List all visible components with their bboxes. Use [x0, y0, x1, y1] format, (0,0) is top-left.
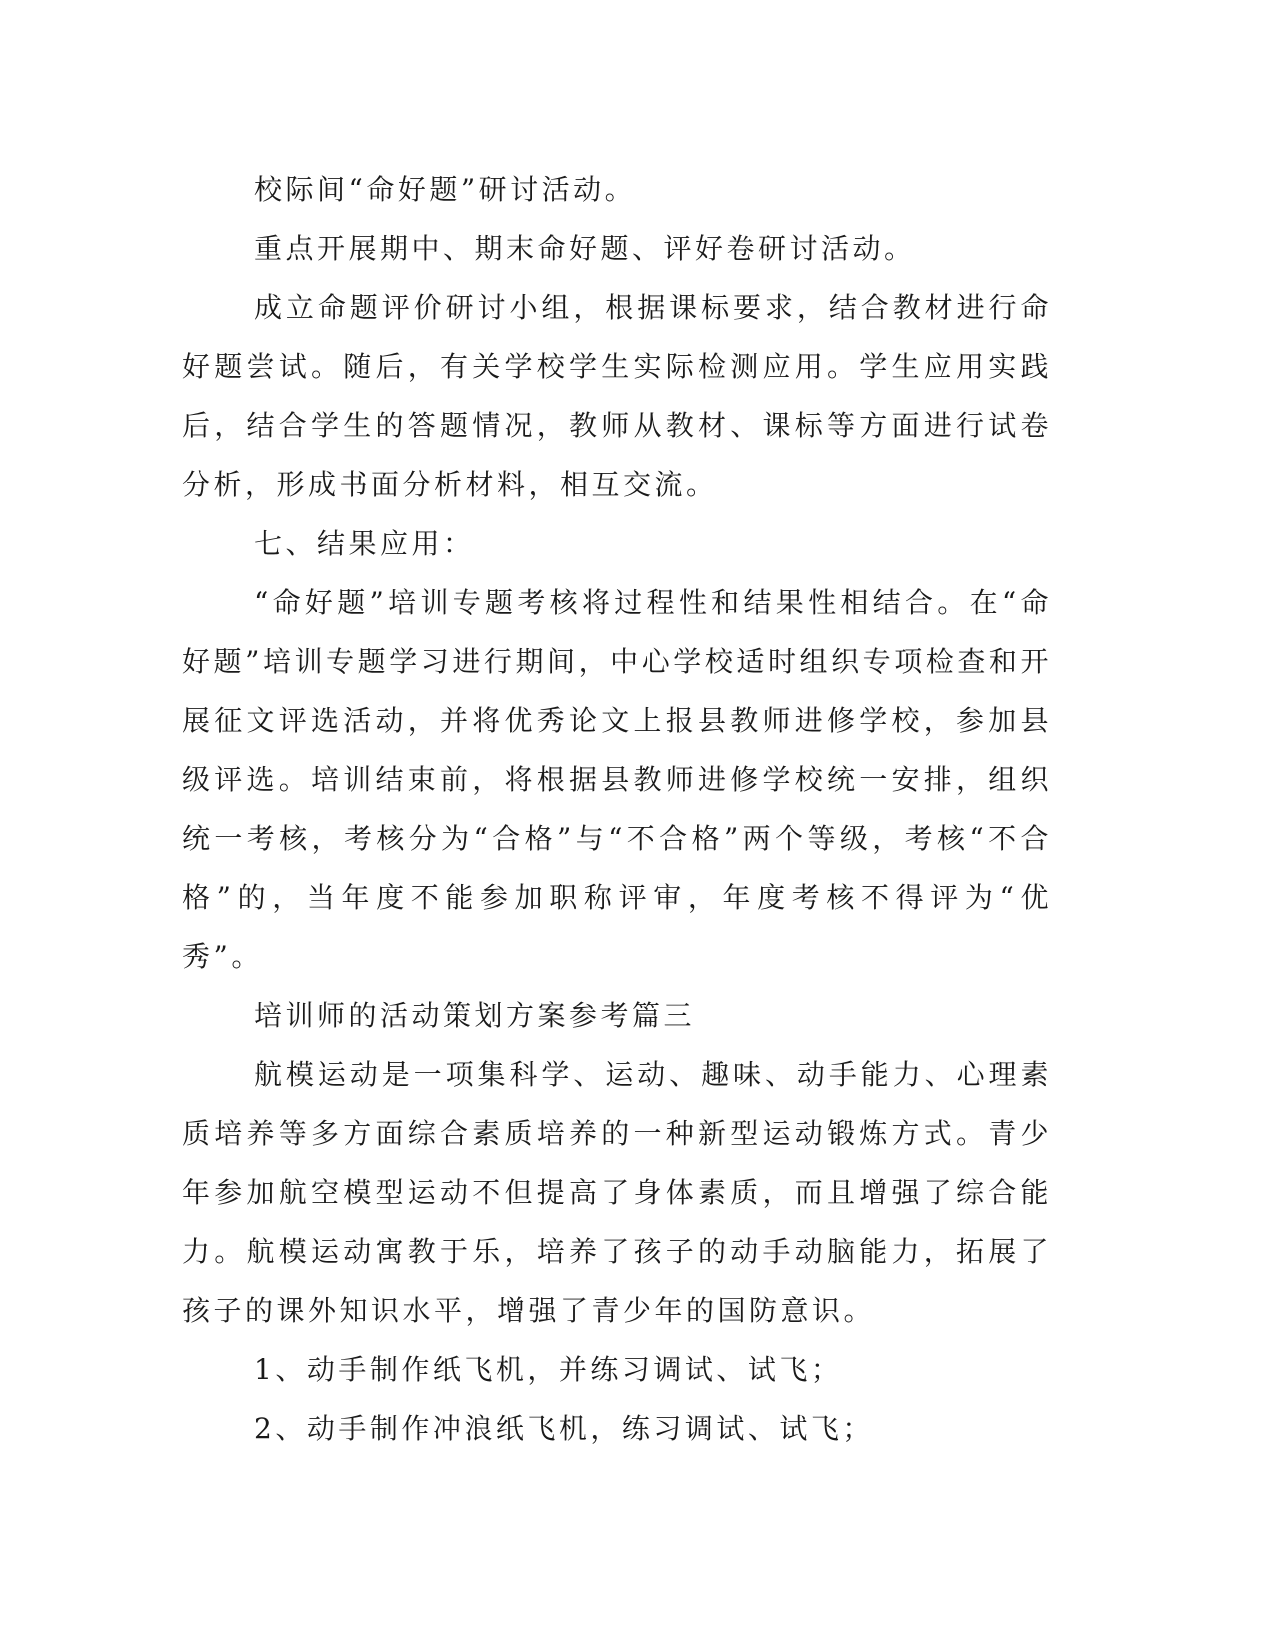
paragraph-aeromodelling-intro: 航模运动是一项集科学、运动、趣味、动手能力、心理素质培养等多方面综合素质培养的一种新型运动锻炼方式。青少年参加航空模型运动不但提高了身体素质，而且增强了综合能力。航模运动寓教于乐，培养了孩子的动手动脑能力，拓展了孩子的课外知识水平，增强了青少年的国防意识。 — [182, 1058, 1052, 1327]
paragraph-assessment: “命好题”培训专题考核将过程性和结果性相结合。在“命好题”培训专题学习进行期间，中心学校适时组织专项检查和开展征文评选活动，并将优秀论文上报县教师进修学校，参加县级评选。培训结束前，将根据县教师进修学校统一安排，组织统一考核，考核分为“合格”与“不合格”两个等级，考核“不合格”的，当年度不能参加职称评审，年度考核不得评为“优秀”。 — [182, 586, 1052, 973]
article-title-part-three: 培训师的活动策划方案参考篇三 — [254, 999, 696, 1032]
paragraph-research-group: 成立命题评价研讨小组，根据课标要求，结合教材进行命好题尝试。随后，有关学校学生实际检测应用。学生应用实践后，结合学生的答题情况，教师从教材、课标等方面进行试卷分析，形成书面分析材料，相互交流。 — [182, 291, 1052, 501]
list-item-surf-paper-plane: 2、动手制作冲浪纸飞机，练习调试、试飞； — [254, 1412, 874, 1445]
list-item-paper-plane: 1、动手制作纸飞机，并练习调试、试飞； — [254, 1353, 843, 1386]
paragraph-interschool-activity: 校际间“命好题”研讨活动。 — [254, 173, 637, 206]
document-body — [182, 160, 1052, 1458]
paragraph-midterm-final-activity: 重点开展期中、期末命好题、评好卷研讨活动。 — [254, 232, 916, 265]
section-heading-results: 七、结果应用： — [254, 527, 475, 560]
